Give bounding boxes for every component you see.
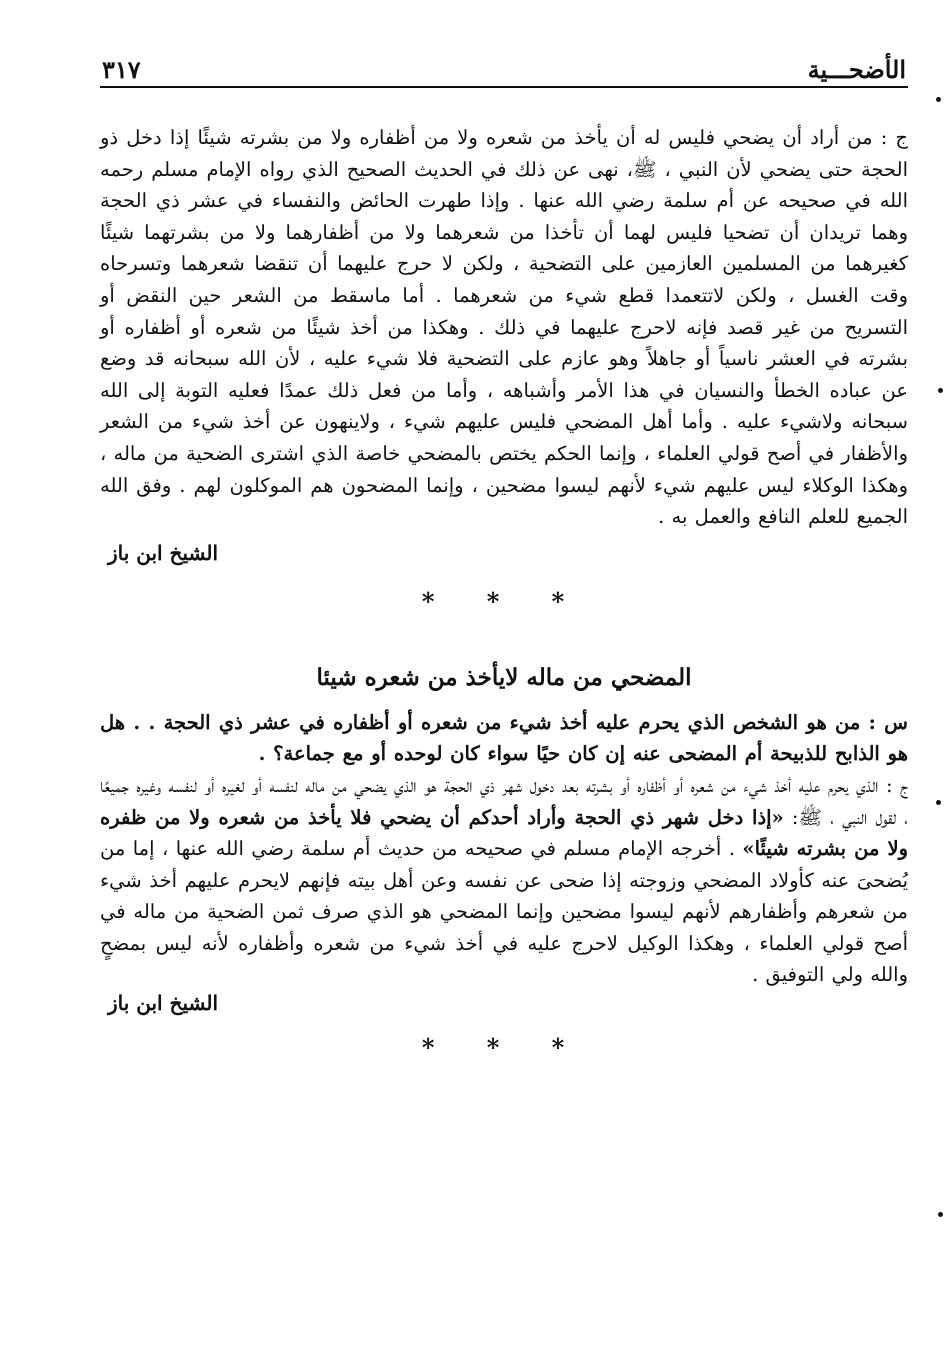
section-separator-1: * * *: [421, 586, 587, 616]
book-page: [100, 40, 908, 1062]
answer-paragraph-2: [100, 770, 908, 991]
margin-mark: [938, 388, 943, 393]
margin-mark: [938, 1212, 943, 1217]
question-paragraph: س : من هو الشخص الذي يحرم عليه أخذ شيء من شعره أو أظفاره في عشر ذي الحجة . . هل هو الذابح للذبيحة أم المضحى عنه إن كان حيًا سواء كان لوحده أو مع جماعة؟ .: [100, 710, 908, 766]
running-title: الأضحـــية: [807, 55, 906, 84]
section-separator-2: * * *: [421, 1033, 587, 1063]
answer-2-intro: ج : الذي يحرم عليه أخذ شيء من شعره أو أظفاره أو بشرته بعد دخول شهر ذي الحجة هو الذي يضحي من ماله لنفسه أو لغيره أو لنفسه وغيره جميعًا ، لقول النبي ، ﷺ:: [100, 773, 908, 829]
signature-ibn-baz-2: الشيخ ابن باز: [107, 991, 218, 1016]
answer-paragraph-1: ج : من أراد أن يضحي فليس له أن يأخذ من شعره ولا من أظفاره ولا من بشرته شيئًا إذا دخل ذو الحجة حتى يضحي لأن النبي ، ﷺ، نهى عن ذلك في الحديث الصحيح الذي رواه الإمام مسلم رحمه الله في صحيحه عن أم سلمة رضي الله عنها . وإذا طهرت الحائض والنفساء في عشر ذي الحجة وهما تريدان أن تضحيا فليس لهما أن تأخذا من شعرهما ولا من أظفارهما ولا من بشرتهما شيئًا كغيرهما من المسلمين العازمين على التضحية ، ولكن لا حرج عليهما أن تنقضا شعرهما وتسرحاه وقت الغسل ، ولكن لاتتعمدا قطع شيء من شعرهما . أما ماسقط من الشعر حين النقض أو التسريح من غير قصد فإنه لاحرج عليهما في ذلك . وهكذا من أخذ شيئًا من شعره أو أظفاره أو بشرته في العشر ناسياً أو جاهلاً وهو عازم على التضحية فلا شيء عليه ، لأن الله سبحانه قد وضع عن عباده الخطأ والنسيان في هذا الأمر وأشباهه ، وأما من فعل ذلك عمدًا فعليه التوبة إلى الله سبحانه ولاشيء عليه . وأما أهل المضحي فليس عليهم شيء ، ولاينهون عن أخذ شيء من الشعر والأظفار في أصح قولي العلماء ، وإنما الحكم يختص بالمضحي خاصة الذي اشترى الضحية من ماله ، وهكذا الوكلاء ليس عليهم شيء لأنهم ليسوا مضحين ، وإنما المضحون هم الموكلون لهم . وفق الله الجميع للعلم النافع والعمل به .: [100, 126, 908, 529]
margin-mark: [936, 800, 941, 805]
page-number: ٣١٧: [102, 55, 141, 84]
answer-2-rest: . أخرجه الإمام مسلم في صحيحه من حديث أم سلمة رضي الله عنها ، إما من يُضحىَ عنه كأولاد المضحي وزوجته إذا ضحى عن نفسه وعن أهل بيته فإنهم لايحرم عليهم أخذ شيء من شعرهم وأظفارهم لأنهم ليسوا مضحين وإنما المضحي هو الذي صرف ثمن الضحية من ماله في أصح قولي العلماء ، وهكذا الوكيل لاحرج عليه في أخذ شيء من شعره وأظفاره لأنه ليس بمضحٍ والله ولي التوفيق .: [100, 837, 908, 987]
signature-ibn-baz-1: الشيخ ابن باز: [107, 540, 218, 565]
section-heading: المضحي من ماله لايأخذ من شعره شيئا: [316, 663, 692, 691]
margin-mark: [936, 97, 941, 102]
hadith-quote: «إذا دخل شهر ذي الحجة وأراد أحدكم أن يضحي فلا يأخذ من شعره ولا من ظفره ولا من بشرته شيئًا»: [100, 805, 908, 861]
running-header: [100, 40, 908, 88]
